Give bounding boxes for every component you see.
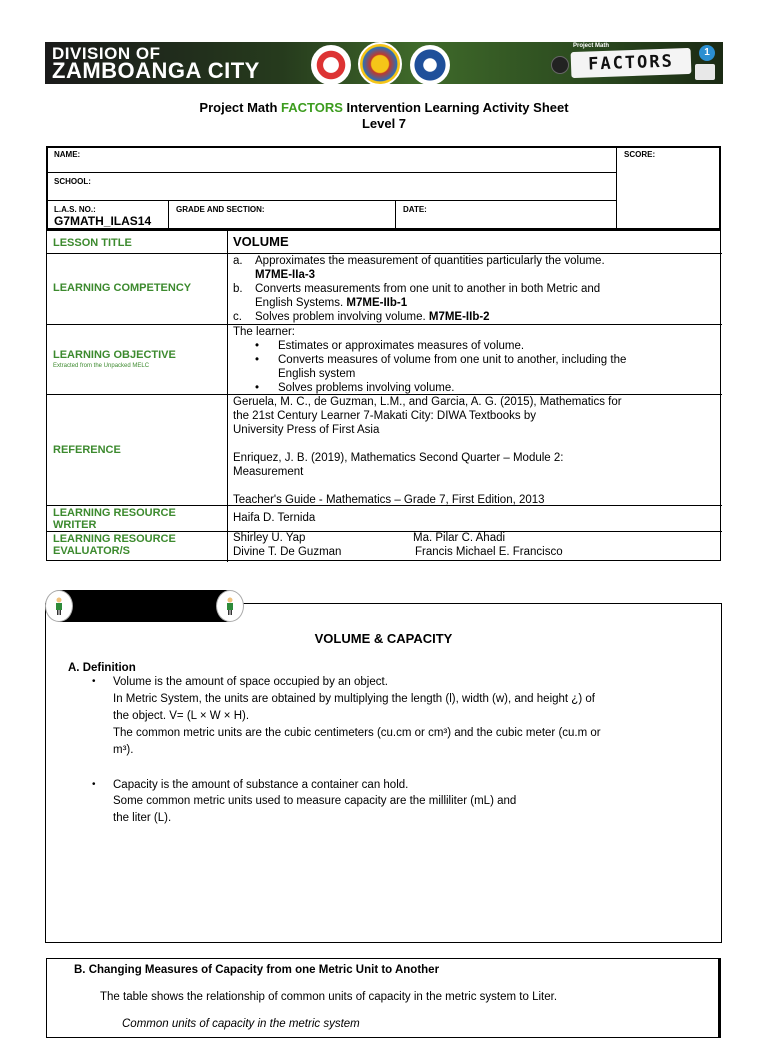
school-label: SCHOOL: [54, 177, 91, 186]
division-line2: ZAMBOANGA CITY [52, 58, 260, 83]
objective-list: The learner: • Estimates or approximates measures of volume. • Converts measures of volume from one unit to another, including the English system • Solves problems involving volume. [233, 326, 627, 394]
evaluator-label: LEARNING RESOURCE EVALUATOR/S [53, 533, 176, 557]
section-b-line-1: The table shows the relationship of common units of capacity in the metric system to Liter. [100, 991, 558, 1003]
bullet-capacity: • [92, 779, 96, 790]
header-banner [45, 42, 723, 84]
lesson-title-label: LESSON TITLE [53, 237, 132, 249]
project-math-small: Project Math [573, 43, 610, 49]
deped-seal-icon [410, 45, 450, 84]
competency-list: a. Approximates the measurement of quantities particularly the volume. M7ME-IIa-3 b. Converts measurements from one unit to another in both Metric and English Systems. M7ME-IIb-1 c. Solves problem involving volume. M7ME-IIb-2 [233, 255, 605, 323]
student-info-table [46, 146, 721, 230]
grade-section-label: GRADE AND SECTION: [176, 205, 265, 214]
score-label: SCORE: [624, 150, 656, 159]
city-seal-icon [358, 42, 402, 84]
lesson-info-table [46, 230, 721, 561]
capacity-line-1: Capacity is the amount of substance a container can hold. [113, 779, 409, 791]
date-label: DATE: [403, 205, 427, 214]
writer-label: LEARNING RESOURCE WRITER [53, 507, 176, 531]
learner-left-icon [45, 590, 73, 622]
volume-line-1: Volume is the amount of space occupied by an object. [113, 676, 388, 688]
lesson-title-value: VOLUME [233, 234, 289, 249]
volume-line-2: In Metric System, the units are obtained by multiplying the length (l), width (w), and height ¿) of [113, 693, 595, 705]
calculator-icon [695, 64, 715, 80]
reference-label: REFERENCE [53, 444, 121, 456]
reference-list: Geruela, M. C., de Guzman, L.M., and Garcia, A. G. (2015), Mathematics for the 21st Century Learner 7-Makati City: DIWA Textbooks by University Press of First Asia Enriquez, J. B. (2019), Mathematics Second Quarter – Module 2: Measurement Teacher's Guide - Mathematics – Grade 7, First Edition, 2013 [233, 396, 622, 506]
school-seal-icon [311, 45, 351, 84]
las-no-value: G7MATH_ILAS14 [54, 214, 152, 228]
capacity-line-2: Some common metric units used to measure capacity are the milliliter (mL) and [113, 795, 517, 807]
section-tab [45, 590, 242, 622]
definition-label: A. Definition [68, 662, 136, 674]
section-heading: VOLUME & CAPACITY [314, 631, 453, 646]
volume-line-3: the object. V= (L × W × H). [113, 710, 250, 722]
badge-icon: 1 [699, 45, 715, 61]
competency-label: LEARNING COMPETENCY [53, 282, 192, 294]
division-line1: DIVISION OF [52, 44, 161, 63]
evaluator-2: Ma. Pilar C. Ahadi [413, 532, 506, 544]
name-label: NAME: [54, 150, 81, 159]
definition-box [45, 603, 722, 943]
volume-line-4: The common metric units are the cubic centimeters (cu.cm or cm³) and the cubic meter (cu.m or [113, 727, 601, 739]
learner-right-icon [216, 590, 244, 622]
page-title: Project Math FACTORS Intervention Learning Activity Sheet Level 7 [199, 100, 569, 131]
evaluator-3: Divine T. De Guzman [233, 546, 342, 558]
factors-logo: FACTORS [571, 48, 692, 78]
evaluator-4: Francis Michael E. Francisco [415, 546, 563, 558]
volume-line-5: m³). [113, 744, 134, 756]
section-b-heading: B. Changing Measures of Capacity from one Metric Unit to Another [74, 964, 440, 976]
section-b-line-2: Common units of capacity in the metric system [122, 1018, 360, 1030]
bullet-volume: • [92, 676, 96, 687]
objective-label: LEARNING OBJECTIVE [53, 349, 176, 361]
objective-sub: Extracted from the Unpacked MELC [53, 363, 150, 369]
writer-value: Haifa D. Ternida [233, 512, 316, 524]
globe-icon [551, 56, 569, 74]
las-no-label: L.A.S. NO.: [54, 205, 96, 214]
evaluator-1: Shirley U. Yap [233, 532, 306, 544]
capacity-line-3: the liter (L). [113, 812, 172, 824]
